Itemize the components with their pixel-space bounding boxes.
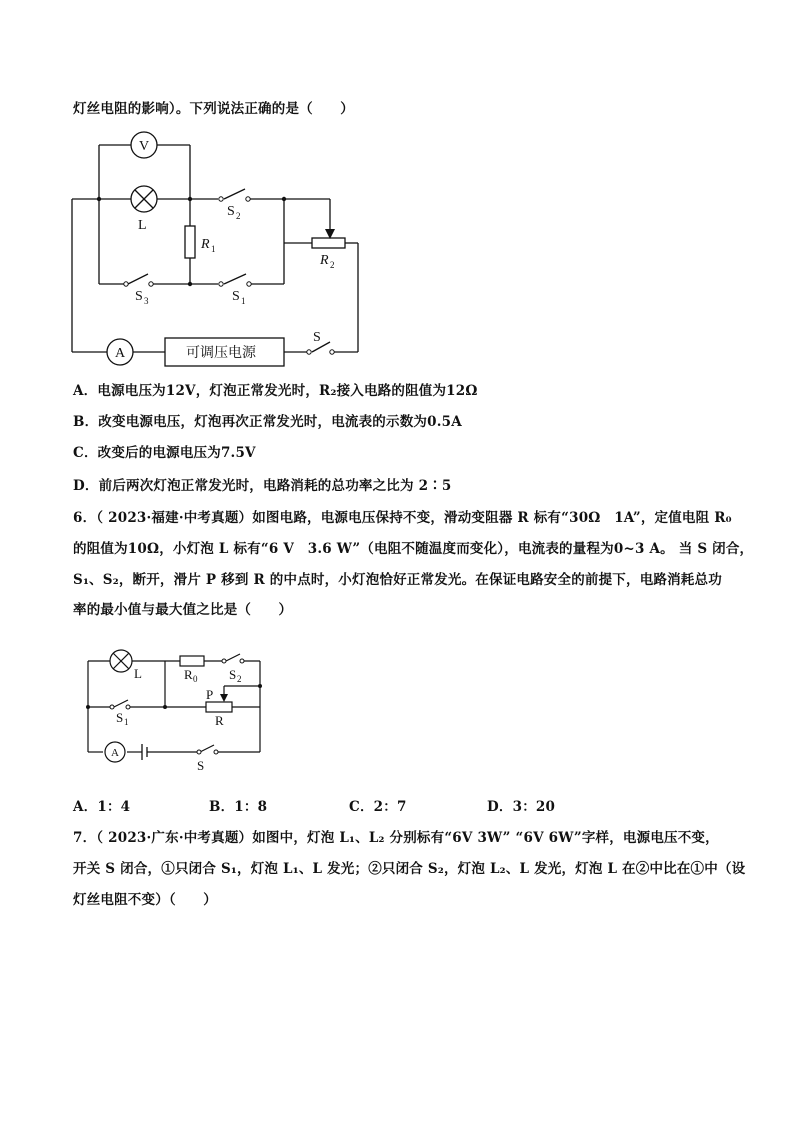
q5-option-a: A．电源电压为12V，灯泡正常发光时，R₂接入电路的阻值为12Ω — [73, 383, 478, 399]
s3-sub: 3 — [144, 296, 149, 306]
q6-line-1: 6．（ 2023·福建·中考真题）如图电路，电源电压保持不变，滑动变阻器 R 标有“30Ω 1A”，定值电阻 R₀ — [73, 510, 732, 526]
q7-line-2: 开关 S 闭合，①只闭合 S₁，灯泡 L₁、L 发光；②只闭合 S₂，灯泡 L₂、L 发光，灯泡 L 在②中比在①中（设 — [73, 861, 746, 877]
q7-line-3: 灯丝电阻不变）（ ） — [73, 892, 217, 908]
voltmeter-label: V — [139, 139, 150, 154]
q6-line-2: 的阻值为10Ω，小灯泡 L 标有“6 V 3.6 W”（电阻不随温度而变化），电流表的量程为0~3 A。 当 S 闭合， — [73, 541, 754, 557]
ammeter-label: A — [115, 346, 126, 361]
r2-sub: 2 — [330, 260, 335, 270]
s1-sub: 1 — [241, 296, 246, 306]
q7-line-1: 7．（ 2023·广东·中考真题）如图中，灯泡 L₁、L₂ 分别标有“6V 3W” “6V 6W”字样，电源电压不变， — [73, 830, 719, 846]
q6-lamp-label: L — [134, 666, 142, 681]
q6-s2-sub: 2 — [237, 674, 242, 684]
s2-sub: 2 — [236, 211, 241, 221]
r2-label: R — [320, 253, 329, 268]
switch-s-label: S — [313, 330, 321, 345]
q6-resistor-r0 — [180, 656, 204, 666]
q6-s1-label: S — [116, 710, 124, 725]
q6-switch-s-label: S — [197, 758, 205, 773]
q6-ammeter-label: A — [111, 747, 119, 759]
q6-r0-sub: 0 — [193, 674, 198, 684]
q6-option-d: D．3：20 — [487, 799, 556, 815]
q6-line-3: S₁、S₂，断开，滑片 P 移到 R 的中点时，小灯泡恰好正常发光。在保证电路安全的前提下，电路消耗总功 — [73, 572, 722, 588]
q5-option-c: C．改变后的电源电压为7.5V — [73, 445, 256, 461]
q6-option-c: C．2：7 — [349, 799, 407, 815]
q6-option-b: B．1：8 — [209, 799, 268, 815]
q6-r0-label: R — [184, 667, 193, 682]
q6-r-label: R — [215, 713, 224, 728]
q6-s2-label: S — [229, 667, 237, 682]
s2-label: S — [227, 204, 235, 219]
q5-option-d: D．前后两次灯泡正常发光时，电路消耗的总功率之比为 2∶5 — [73, 478, 452, 494]
lamp-label: L — [138, 218, 147, 233]
q6-p-label: P — [206, 687, 214, 702]
q6-option-a: A．1：4 — [73, 799, 131, 815]
q6-s1-sub: 1 — [124, 717, 129, 727]
r1-sub: 1 — [211, 244, 216, 254]
q5-option-b: B．改变电源电压，灯泡再次正常发光时，电流表的示数为0.5A — [73, 414, 462, 430]
s1-label: S — [232, 289, 240, 304]
r1-label: R — [201, 237, 210, 252]
q5-intro-tail: 灯丝电阻的影响）。下列说法正确的是（ ） — [73, 101, 354, 117]
power-supply-label: 可调压电源 — [186, 345, 256, 361]
s3-label: S — [135, 289, 143, 304]
q6-line-4: 率的最小值与最大值之比是（ ） — [73, 602, 293, 618]
q6-rheostat-r — [206, 702, 232, 712]
q6-slider-arrow-icon — [220, 694, 228, 702]
